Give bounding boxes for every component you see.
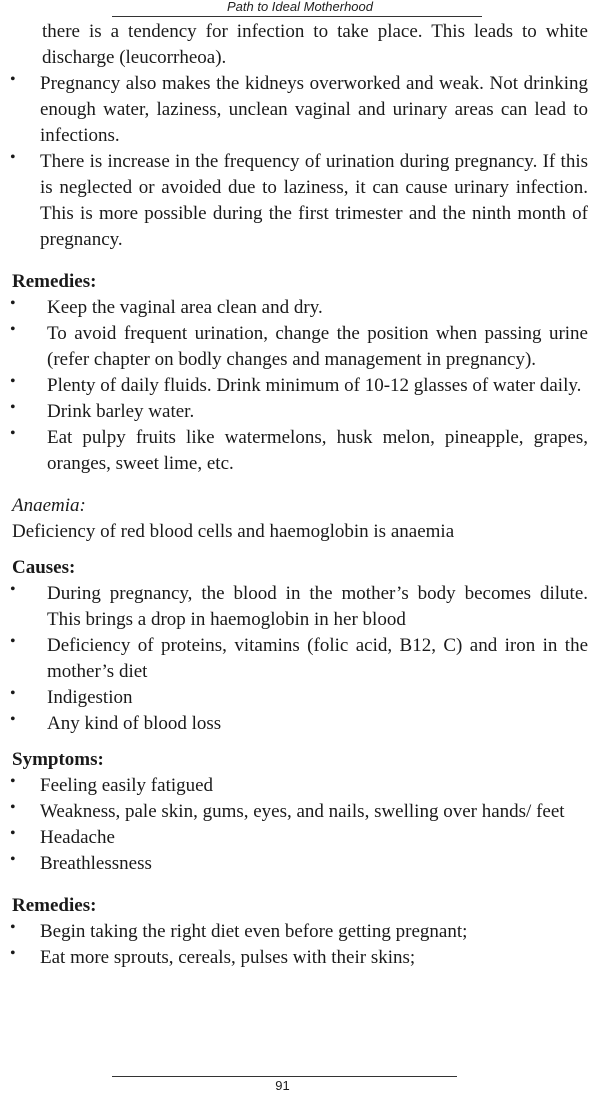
list-item xyxy=(0,773,600,799)
bullet-glyph: • xyxy=(10,633,16,650)
list-item-text: Any kind of blood loss xyxy=(47,713,222,734)
list-item-text: Drink barley water. xyxy=(47,401,195,422)
list-item-text: Eat more sprouts, cereals, pulses with their skins; xyxy=(40,947,416,968)
section-heading-causes: Causes: xyxy=(12,557,76,578)
bullet-glyph: • xyxy=(10,711,16,728)
list-item-text: Keep the vaginal area clean and dry. xyxy=(47,297,323,318)
section-heading-symptoms: Symptoms: xyxy=(12,749,104,770)
list-item xyxy=(0,425,600,477)
bullet-glyph: • xyxy=(10,425,16,442)
anaemia-definition: Deficiency of red blood cells and haemoglobin is anaemia xyxy=(12,521,455,542)
list-item xyxy=(0,711,600,737)
bullet-glyph: • xyxy=(10,149,16,166)
list-item xyxy=(0,399,600,425)
list-item-text: Headache xyxy=(40,827,115,848)
list-item xyxy=(0,321,600,373)
list-item xyxy=(0,71,600,149)
list-item xyxy=(0,919,600,945)
list-item-text: Plenty of daily fluids. Drink minimum of 10-12 glasses of water daily. xyxy=(47,375,582,396)
list-item-text: During pregnancy, the blood in the mother’s body becomes dilute. This brings a drop in haemoglobin in her blood xyxy=(47,583,588,630)
bullet-glyph: • xyxy=(10,825,16,842)
list-item xyxy=(0,581,600,633)
list-item-text: There is increase in the frequency of urination during pregnancy. If this is neglected or avoided due to laziness, it can cause urinary infection. This is more possible during the first trimester and the ninth month of pregnancy. xyxy=(40,151,588,250)
bullet-glyph: • xyxy=(10,321,16,338)
bullet-glyph: • xyxy=(10,851,16,868)
list-item xyxy=(0,825,600,851)
anaemia-title: Anaemia: xyxy=(12,495,86,516)
list-item xyxy=(0,851,600,877)
bullet-glyph: • xyxy=(10,945,16,962)
list-item-text: Feeling easily fatigued xyxy=(40,775,214,796)
list-item xyxy=(0,799,600,825)
bullet-glyph: • xyxy=(10,295,16,312)
section-heading-remedies-anaemia: Remedies: xyxy=(12,895,97,916)
list-item-text: Begin taking the right diet even before getting pregnant; xyxy=(40,921,468,942)
list-item-text: Pregnancy also makes the kidneys overworked and weak. Not drinking enough water, laziness, unclean vaginal and urinary areas can lead to infections. xyxy=(40,73,588,146)
list-item-text: Deficiency of proteins, vitamins (folic acid, B12, C) and iron in the mother’s diet xyxy=(47,635,588,682)
bullet-glyph: • xyxy=(10,799,16,816)
list-item xyxy=(0,633,600,685)
bullet-glyph: • xyxy=(10,773,16,790)
list-item-text: Eat pulpy fruits like watermelons, husk melon, pineapple, grapes, oranges, sweet lime, etc. xyxy=(47,427,588,474)
bullet-glyph: • xyxy=(10,685,16,702)
list-item xyxy=(0,295,600,321)
page-number: 91 xyxy=(275,1078,290,1093)
list-item-text: Weakness, pale skin, gums, eyes, and nails, swelling over hands/ feet xyxy=(40,801,565,822)
bullet-glyph: • xyxy=(10,581,16,598)
list-item-text: Indigestion xyxy=(47,687,133,708)
section-heading-remedies: Remedies: xyxy=(12,271,97,292)
footer-rule xyxy=(112,1076,457,1077)
list-item xyxy=(0,373,600,399)
list-item xyxy=(0,685,600,711)
intro-continuation: there is a tendency for infection to take place. This leads to white discharge (leucorrheoa). xyxy=(42,21,588,68)
list-item-text: Breathlessness xyxy=(40,853,152,874)
running-header: Path to Ideal Motherhood xyxy=(227,0,373,14)
list-item xyxy=(0,945,600,971)
bullet-glyph: • xyxy=(10,399,16,416)
page-body xyxy=(0,19,600,971)
list-item-text: To avoid frequent urination, change the position when passing urine (refer chapter on bodly changes and management in pregnancy). xyxy=(47,323,588,370)
list-item xyxy=(0,149,600,253)
bullet-glyph: • xyxy=(10,71,16,88)
bullet-glyph: • xyxy=(10,373,16,390)
header-rule xyxy=(112,16,482,17)
bullet-glyph: • xyxy=(10,919,16,936)
